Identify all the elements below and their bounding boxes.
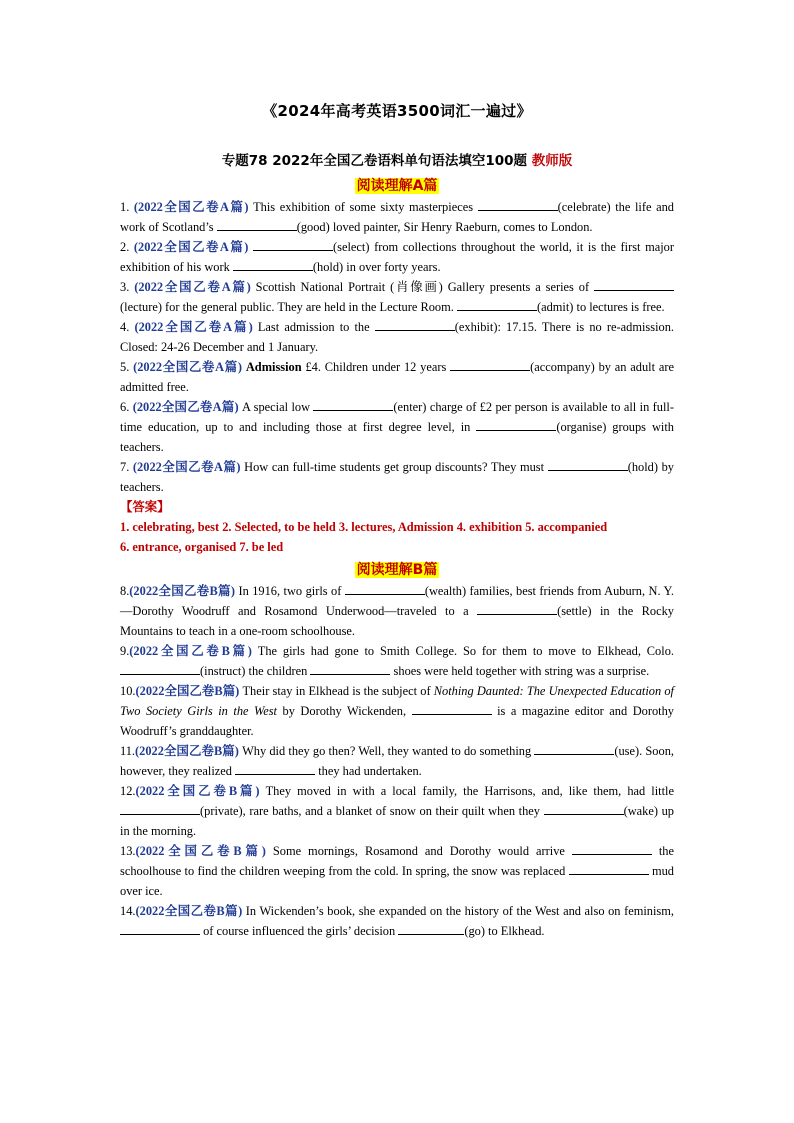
answer-blank[interactable]	[375, 318, 455, 331]
question-8: 8.(2022全国乙卷B篇) In 1916, two girls of (wealth) families, best friends from Auburn, N. Y.—Dorothy Woodruff and Rosamond Underwood—traveled to a (settle) in the Rocky Mountains to teach in a one-room schoolhouse.	[120, 584, 674, 638]
answer-blank[interactable]	[120, 662, 200, 675]
answer-blank[interactable]	[120, 922, 200, 935]
answer-blank[interactable]	[457, 298, 537, 311]
answer-line: 1. celebrating, best 2. Selected, to be held 3. lectures, Admission 4. exhibition 5. accompanied	[120, 520, 608, 534]
answer-blank[interactable]	[398, 922, 464, 935]
question-12: 12.(2022全国乙卷B篇) They moved in with a local family, the Harrisons, and, like them, had little (private), rare baths, and a blanket of snow on their quilt when they (wake) up in the morning.	[120, 784, 674, 838]
section-a-heading: 阅读理解A篇	[356, 178, 438, 194]
question-9: 9.(2022全国乙卷B篇) The girls had gone to Smith College. So for them to move to Elkhead, Colo. (instruct) the children shoes were held together with string was a surprise.	[120, 644, 674, 678]
question-14: 14.(2022全国乙卷B篇) In Wickenden’s book, she expanded on the history of the West and also on feminism, of course influenced the girls’ decision (go) to Elkhead.	[120, 904, 674, 938]
teacher-edition-label: 教师版	[531, 153, 573, 169]
question-13: 13.(2022全国乙卷B篇) Some mornings, Rosamond and Dorothy would arrive the schoolhouse to find the children weeping from the cold. In spring, the snow was replaced mud over ice.	[120, 844, 674, 898]
document-title: 《2024年高考英语3500词汇一遍过》	[262, 102, 532, 120]
question-2: 2. (2022全国乙卷A篇) (select) from collections throughout the world, it is the first major exhibition of his work (hold) in over forty years.	[120, 240, 674, 274]
question-10: 10.(2022全国乙卷B篇) Their stay in Elkhead is the subject of Nothing Daunted: The Unexpected Education of Two Society Girls in the West by Dorothy Wickenden, is a magazine editor and Dorothy Woodruff’s granddaughter.	[120, 684, 674, 738]
answer-blank[interactable]	[310, 662, 390, 675]
question-6: 6. (2022全国乙卷A篇) A special low (enter) charge of £2 per person is available to all in full-time education, up to and including those at first degree level, in (organise) groups with teachers.	[120, 400, 674, 454]
question-3: 3. (2022全国乙卷A篇) Scottish National Portrait (肖像画) Gallery presents a series of (lecture) for the general public. They are held in the Lecture Room. (admit) to lectures is free.	[120, 277, 674, 317]
answer-blank[interactable]	[412, 702, 492, 715]
question-11: 11.(2022全国乙卷B篇) Why did they go then? Well, they wanted to do something (use). Soon, however, they realized they had undertaken.	[120, 744, 674, 778]
document-subtitle	[120, 149, 674, 169]
answer-blank[interactable]	[345, 582, 425, 595]
answer-line: 6. entrance, organised 7. be led	[120, 540, 284, 554]
answer-blank[interactable]	[569, 862, 649, 875]
question-1: 1. (2022全国乙卷A篇) This exhibition of some sixty masterpieces (celebrate) the life and work of Scotland’s (good) loved painter, Sir Henry Raeburn, comes to London.	[120, 200, 674, 234]
question-4: 4. (2022全国乙卷A篇) Last admission to the (exhibit): 17.15. There is no re-admission. Closed: 24-26 December and 1 January.	[120, 320, 674, 354]
question-5: 5. (2022全国乙卷A篇) Admission £4. Children under 12 years (accompany) by an adult are admitted free.	[120, 360, 675, 394]
question-7: 7. (2022全国乙卷A篇) How can full-time students get group discounts? They must (hold) by teachers.	[120, 460, 674, 494]
answer-blank[interactable]	[572, 842, 652, 855]
answer-blank[interactable]	[594, 278, 674, 291]
answer-blank[interactable]	[217, 218, 297, 231]
answer-blank[interactable]	[450, 358, 530, 371]
document-page	[120, 100, 674, 941]
answer-blank[interactable]	[476, 418, 556, 431]
answer-blank[interactable]	[477, 602, 557, 615]
answer-blank[interactable]	[544, 802, 624, 815]
answer-blank[interactable]	[313, 398, 393, 411]
answer-label: 【答案】	[120, 500, 170, 514]
answer-blank[interactable]	[253, 238, 333, 251]
answer-blank[interactable]	[233, 258, 313, 271]
answer-blank[interactable]	[548, 458, 628, 471]
answer-blank[interactable]	[235, 762, 315, 775]
answer-blank[interactable]	[120, 802, 200, 815]
section-b-heading: 阅读理解B篇	[356, 562, 438, 578]
answer-blank[interactable]	[478, 198, 558, 211]
subtitle-main: 专题78 2022年全国乙卷语料单句语法填空100题	[221, 153, 528, 169]
answer-blank[interactable]	[534, 742, 614, 755]
